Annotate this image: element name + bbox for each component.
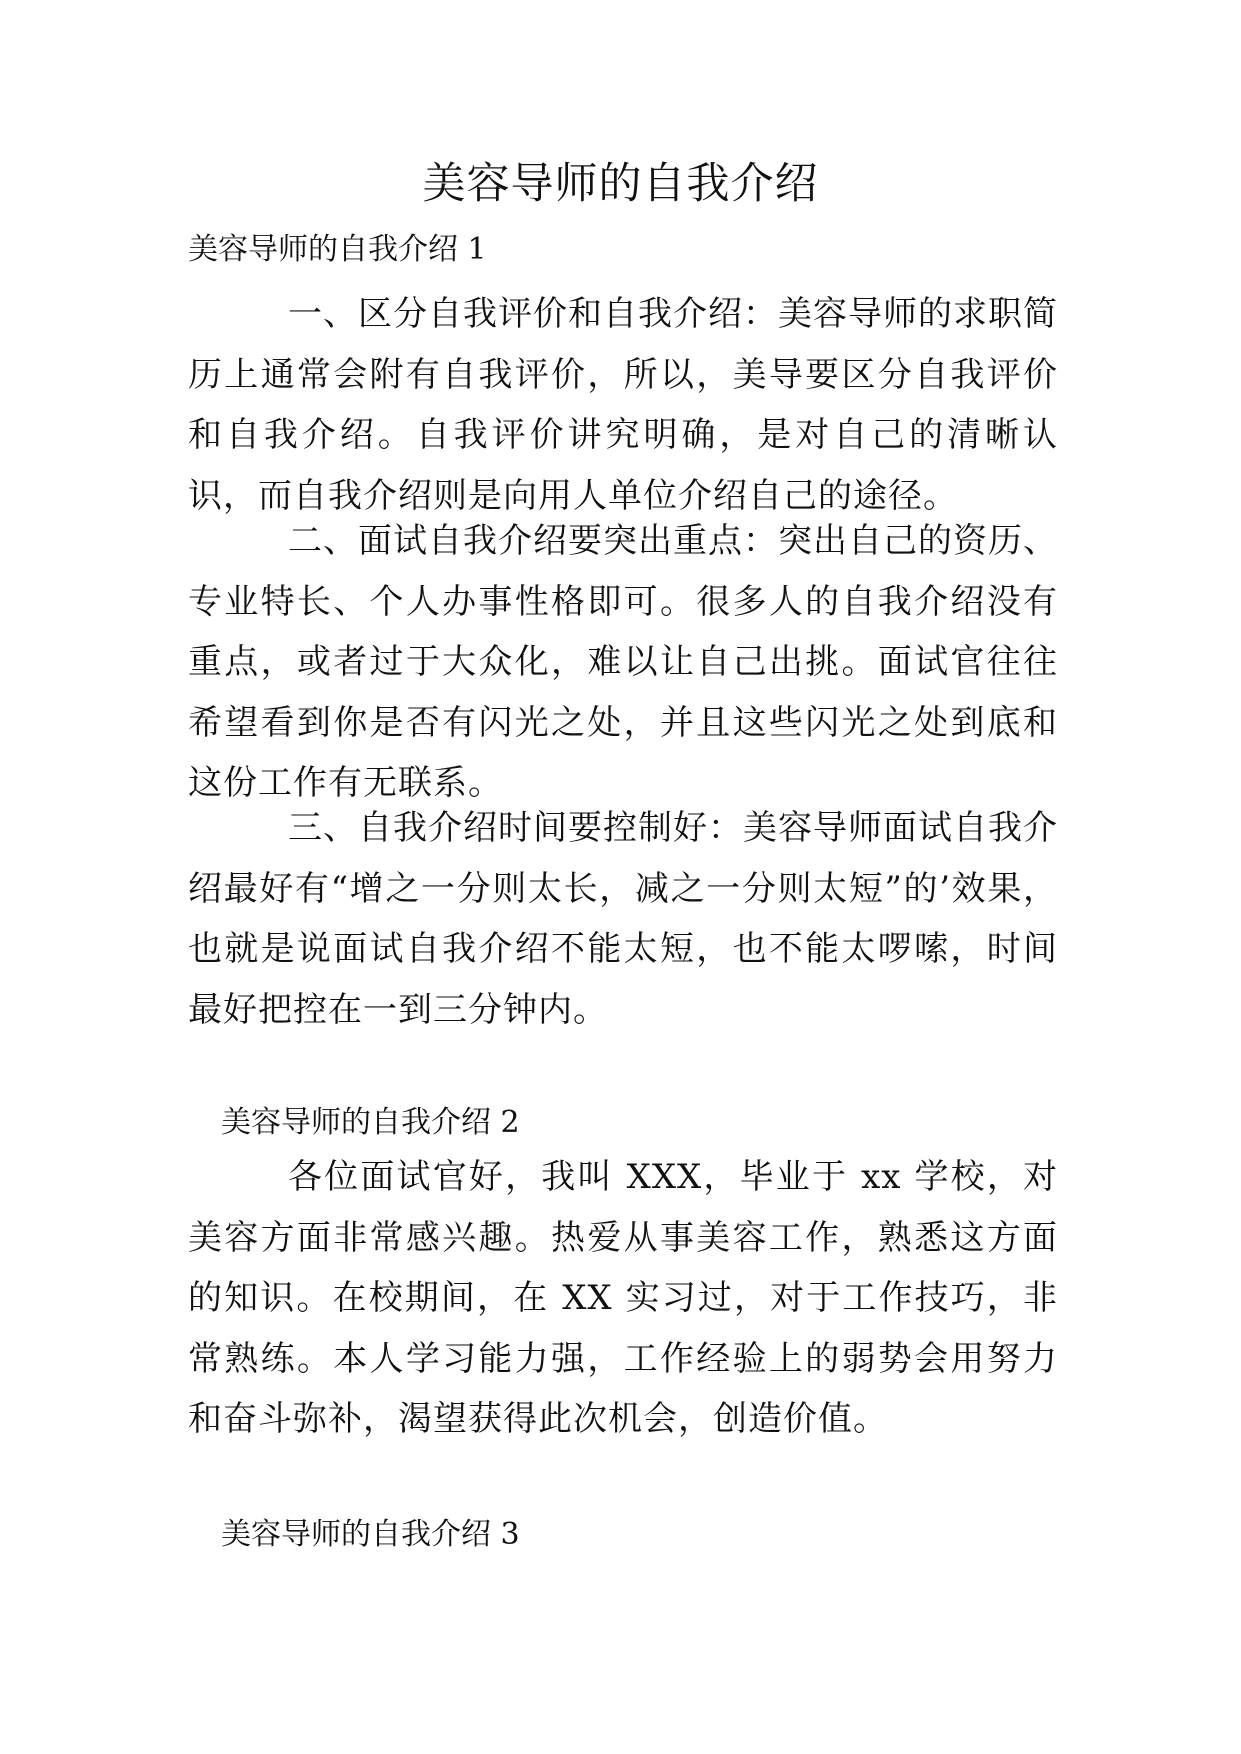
section-1-paragraph-1: 一、区分自我评价和自我介绍：美容导师的求职简历上通常会附有自我评价，所以，美导要区分自我评价和自我介绍。自我评价讲究明确，是对自己的清晰认识，而自我介绍则是向用人单位介绍自己的途径。 [188, 294, 1058, 516]
section-heading-1: 美容导师的自我介绍 1 [188, 232, 487, 267]
section-heading-3: 美容导师的自我介绍 3 [221, 1517, 520, 1552]
section-heading-2: 美容导师的自我介绍 2 [221, 1105, 520, 1140]
section-1-paragraph-3: 三、自我介绍时间要控制好：美容导师面试自我介绍最好有“增之一分则太长，减之一分则太短”的’效果，也就是说面试自我介绍不能太短，也不能太啰嗦，时间最好把控在一到三分钟内。 [188, 808, 1058, 1030]
section-2-paragraph-1: 各位面试官好，我叫 XXX，毕业于 xx 学校，对美容方面非常感兴趣。热爱从事美容工作，熟悉这方面的知识。在校期间，在 XX 实习过，对于工作技巧，非常熟练。本人学习能力强，工作经验上的弱势会用努力和奋斗弥补，渴望获得此次机会，创造价值。 [188, 1157, 1058, 1439]
section-1-paragraph-2: 二、面试自我介绍要突出重点：突出自己的资历、专业特长、个人办事性格即可。很多人的自我介绍没有重点，或者过于大众化，难以让自己出挑。面试官往往希望看到你是否有闪光之处，并且这些闪光之处到底和这份工作有无联系。 [188, 521, 1058, 803]
document-title: 美容导师的自我介绍 [422, 159, 819, 209]
